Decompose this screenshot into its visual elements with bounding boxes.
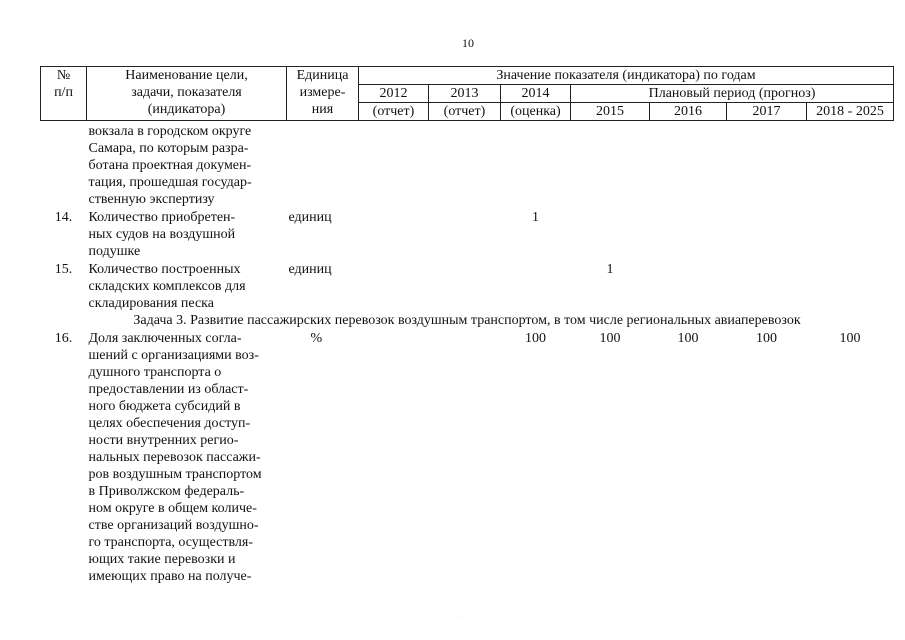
header-2013: 2013 (429, 85, 501, 103)
row-name: Количество построенных складских комплексов для складирования песка (88, 262, 246, 311)
value-2015: 1 (606, 262, 614, 277)
table-row (41, 260, 894, 312)
row-unit: единиц (288, 210, 332, 225)
header-2012: 2012 (359, 85, 429, 103)
value-2014: 1 (532, 210, 539, 225)
header-unit: Единица измере- ния (287, 67, 359, 121)
row-number (41, 121, 87, 209)
row-number: 15. (54, 262, 73, 277)
header-2017: 2017 (727, 103, 807, 121)
table-row (41, 208, 894, 260)
row-name: Количество приобретен- ных судов на воздушной подушке (88, 210, 236, 259)
header-2013-note: (отчет) (429, 103, 501, 121)
header-2018-2025: 2018 - 2025 (807, 103, 894, 121)
header-values: Значение показателя (индикатора) по годам (359, 67, 894, 85)
value-2015: 100 (599, 331, 621, 346)
task-heading: Задача 3. Развитие пассажирских перевозок воздушным транспортом, в том числе региональных авиаперевозок (133, 313, 801, 328)
indicators-table (40, 66, 894, 585)
row-unit: единиц (288, 262, 332, 277)
header-2014: 2014 (501, 85, 571, 103)
header-2015: 2015 (571, 103, 650, 121)
row-unit: % (310, 331, 323, 346)
value-2014: 100 (525, 331, 546, 346)
scan-artifact: · · · (455, 614, 469, 620)
header-2014-note: (оценка) (501, 103, 571, 121)
task-row (41, 312, 894, 329)
header-2016: 2016 (650, 103, 727, 121)
row-name: Доля заключенных согла- шений с организациями воз- душного транспорта о предоставлении из област- ного бюджета субсидий в целях обеспечения доступ- ности внутренних регио- нальных перевозок пассажи- ров воздушным транспортом в Приволжском федераль- ном округе в общем количе- стве организаций воздушно- го транспорта, осуществля- ющих такие перевозки и имеющих право на получе- (88, 331, 262, 584)
table-row (41, 121, 894, 209)
row-name: вокзала в городском округе Самара, по которым разра- ботана проектная докумен- тация, прошедшая государ- ственную экспертизу (88, 124, 252, 207)
value-2016: 100 (677, 331, 699, 346)
table-row (41, 329, 894, 585)
value-2018-2025: 100 (839, 331, 861, 346)
page-number: 10 (462, 36, 474, 50)
row-number: 14. (54, 210, 73, 225)
header-number: № п/п (41, 67, 87, 121)
header-name: Наименование цели, задачи, показателя (индикатора) (87, 67, 287, 121)
row-number: 16. (54, 331, 73, 346)
header-2012-note: (отчет) (359, 103, 429, 121)
table-header (41, 67, 894, 121)
value-2017: 100 (756, 331, 777, 346)
header-plan-period: Плановый период (прогноз) (571, 85, 894, 103)
